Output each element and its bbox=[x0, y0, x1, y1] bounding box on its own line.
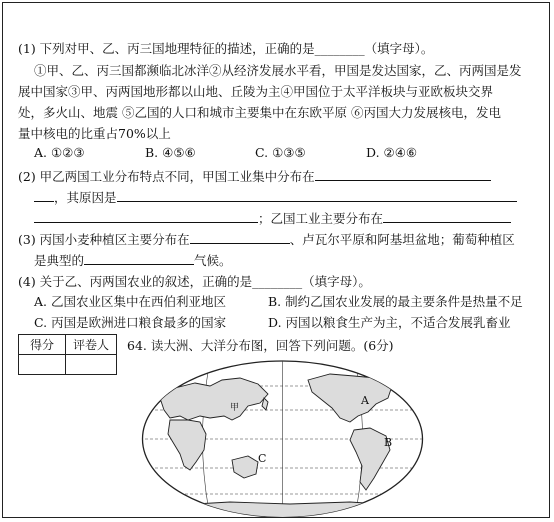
q1-line-2: 展中国家③甲、丙两国地形都以山地、丘陵为主④甲国位于太平洋板块与亚欧板块交界 bbox=[18, 84, 494, 99]
reviewer-label: 评卷人 bbox=[66, 335, 117, 355]
q1-line-3: 处，多火山、地震 ⑤乙国的人口和城市主要集中在东欧平原 ⑥丙国大力发展核电，发电 bbox=[18, 105, 501, 120]
q2-line-3-text: ；乙国工业主要分布在 bbox=[258, 211, 384, 226]
q2-blank-5[interactable] bbox=[383, 209, 511, 223]
map-label-a: A bbox=[361, 394, 369, 407]
score-cell[interactable] bbox=[19, 355, 66, 375]
world-map bbox=[140, 358, 425, 520]
q1-option-b: B. ④⑤⑥ bbox=[145, 145, 196, 160]
q1-option-d: D. ②④⑥ bbox=[366, 145, 418, 160]
map-label-c: C bbox=[258, 452, 267, 465]
q1-line-1: ①甲、乙、丙三国都濒临北冰洋②从经济发展水平看，甲国是发达国家，乙、丙两国是发 bbox=[34, 63, 522, 78]
q2-blank-2[interactable] bbox=[34, 188, 54, 202]
q2-blank-1[interactable] bbox=[315, 167, 491, 181]
q3-line-1 bbox=[18, 229, 538, 250]
q3-blank-1[interactable] bbox=[190, 230, 290, 244]
q2-blank-4[interactable] bbox=[34, 209, 258, 223]
q4-option-c: C. 丙国是欧洲进口粮食最多的国家 bbox=[34, 315, 227, 330]
q3-line-2 bbox=[34, 250, 554, 271]
q3-line-2-text-b: 气候。 bbox=[194, 253, 232, 268]
q2-line-2-text: ，其原因是 bbox=[54, 190, 117, 205]
q1-line-4: 量中核电的比重占70%以上 bbox=[18, 126, 171, 141]
q64-prompt: 64. 读大洲、大洋分布图，回答下列问题。(6分) bbox=[127, 338, 394, 353]
score-table bbox=[18, 334, 117, 375]
reviewer-cell[interactable] bbox=[66, 355, 117, 375]
greenland-landmass bbox=[380, 364, 400, 378]
q4-option-a: A. 乙国农业区集中在西伯利亚地区 bbox=[34, 294, 226, 309]
q2-line-1-text: (2) 甲乙两国工业分布特点不同，甲国工业集中分布在 bbox=[18, 169, 315, 184]
q4-stem: (4) 关于乙、丙两国农业的叙述，正确的是________（填字母）。 bbox=[18, 274, 371, 289]
q1-option-a: A. ①②③ bbox=[34, 145, 85, 160]
q1-option-c: C. ①③⑤ bbox=[255, 145, 306, 160]
score-label: 得分 bbox=[19, 335, 66, 355]
map-label-b: B bbox=[384, 436, 393, 449]
map-label-jia: 甲 bbox=[230, 403, 240, 413]
q3-line-2-text-a: 是典型的 bbox=[34, 253, 85, 268]
q1-stem: (1) 下列对甲、乙、丙三国地理特征的描述，正确的是________（填字母）。 bbox=[18, 41, 434, 56]
q3-blank-2[interactable] bbox=[84, 251, 194, 265]
q3-line-1-text-b: 、卢瓦尔平原和阿基坦盆地；葡萄种植区 bbox=[289, 232, 515, 247]
q3-line-1-text-a: (3) 丙国小麦种植区主要分布在 bbox=[18, 232, 190, 247]
q2-line-1 bbox=[18, 166, 538, 187]
q4-option-d: D. 丙国以粮食生产为主，不适合发展乳畜业 bbox=[268, 315, 511, 330]
q2-line-2 bbox=[34, 187, 554, 208]
q2-line-3 bbox=[34, 208, 554, 229]
q4-option-b: B. 制约乙国农业发展的最主要条件是热量不足 bbox=[268, 294, 523, 309]
q2-blank-3[interactable] bbox=[117, 188, 517, 202]
